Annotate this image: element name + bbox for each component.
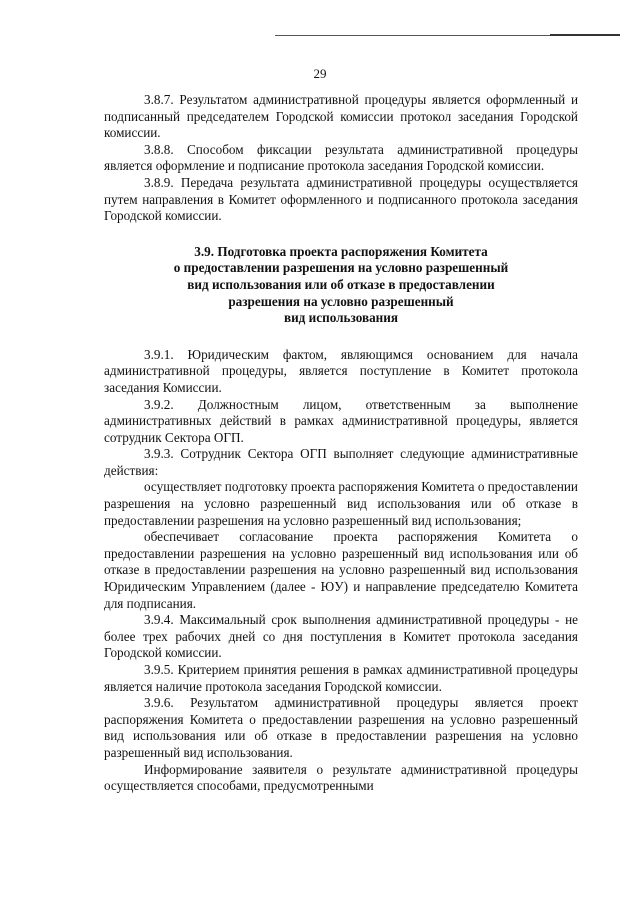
paragraph-3-9-3: 3.9.3. Сотрудник Сектора ОГП выполняет следующие административные действия: — [104, 446, 578, 478]
list-item-prepare-draft: осуществляет подготовку проекта распоряжения Комитета о предоставлении разрешения на условно разрешенный вид использования или об отказе в предоставлении разрешения на условно разрешенный вид использования; — [104, 479, 578, 528]
section-heading-3-9 — [104, 244, 578, 327]
list-item-ensure-approval: обеспечивает согласование проекта распоряжения Комитета о предоставлении разрешения на условно разрешенный вид использования или об отказе в предоставлении разрешения на условно разрешенный вид использования Юридическим Управлением (далее - ЮУ) и направление председателю Комитета для подписания. — [104, 529, 578, 611]
paragraph-3-9-2: 3.9.2. Должностным лицом, ответственным за выполнение административных действий в рамках административной процедуры, является сотрудник Сектора ОГП. — [104, 396, 578, 445]
paragraph-3-9-4: 3.9.4. Максимальный срок выполнения административной процедуры - не более трех рабочих дней со дня поступления в Комитет протокола заседания Городской комиссии. — [104, 612, 578, 661]
section-heading-line: вид использования — [283, 310, 399, 326]
section-heading-line: 3.9. Подготовка проекта распоряжения Комитета — [194, 243, 488, 259]
header-rule-accent — [550, 34, 620, 36]
section-heading-line: вид использования или об отказе в предоставлении — [187, 276, 495, 292]
section-heading-line: разрешения на условно разрешенный — [228, 293, 454, 309]
section-heading-line: о предоставлении разрешения на условно разрешенный — [173, 260, 509, 276]
paragraph-3-9-6: 3.9.6. Результатом административной процедуры является проект распоряжения Комитета о предоставлении разрешения на условно разрешенный вид использования или об отказе в предоставлении разрешения на условно разрешенный вид использования. — [104, 695, 578, 760]
paragraph-informing: Информирование заявителя о результате административной процедуры осуществляется способами, предусмотренными — [104, 761, 578, 794]
paragraph-3-8-9: 3.8.9. Передача результата административной процедуры осуществляется путем направления в Комитет оформленного и подписанного протокола заседания Городской комиссии. — [104, 174, 578, 224]
page-number: 29 — [313, 66, 327, 81]
paragraph-3-8-7: 3.8.7. Результатом административной процедуры является оформленный и подписанный председателем Городской комиссии протокол заседания Городской комиссии. — [104, 92, 578, 141]
paragraph-3-9-5: 3.9.5. Критерием принятия решения в рамках административной процедуры является наличие протокола заседания Городской комиссии. — [104, 662, 578, 694]
document-body — [104, 92, 578, 795]
paragraph-3-9-1: 3.9.1. Юридическим фактом, являющимся основанием для начала административной процедуры, является поступление в Комитет протокола заседания Комиссии. — [104, 346, 578, 395]
paragraph-3-8-8: 3.8.8. Способом фиксации результата административной процедуры является оформление и подписание протокола заседания Городской комиссии. — [104, 141, 578, 174]
